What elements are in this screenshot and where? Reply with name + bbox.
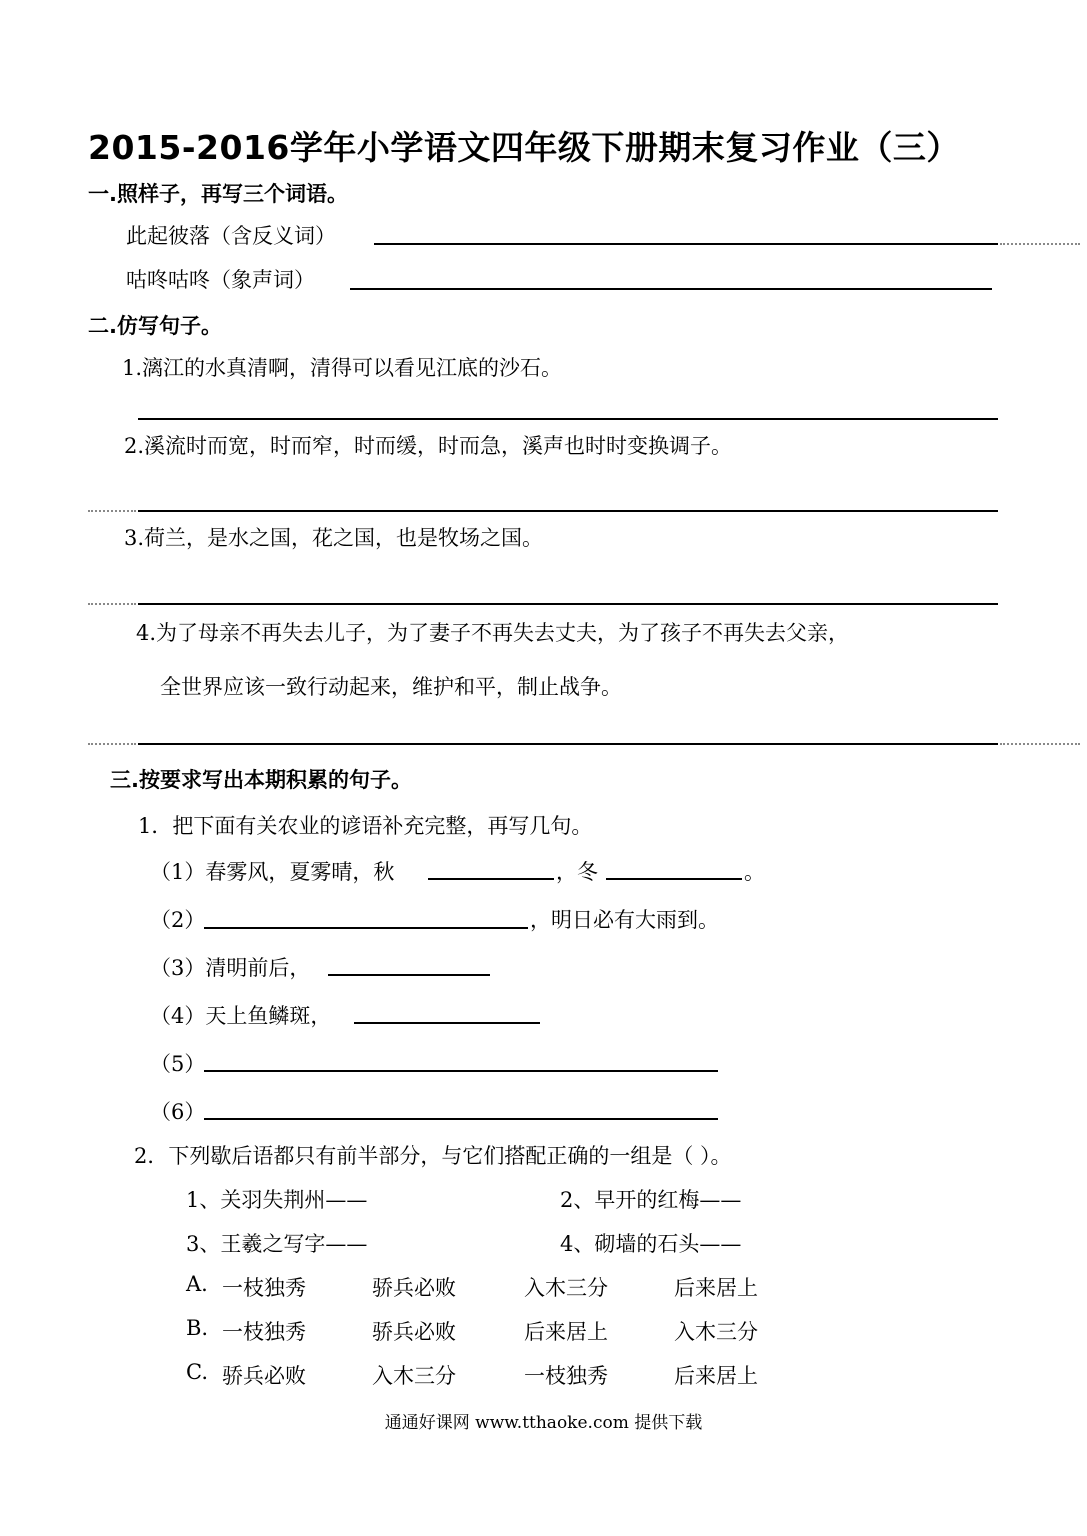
proverb-1-mid: ，冬 — [556, 860, 598, 884]
xiehouyu-3: 3、王羲之写字—— — [186, 1232, 368, 1256]
question-2: 2．下列歇后语都只有前半部分，与它们搭配正确的一组是（ ）。 — [134, 1144, 732, 1168]
answer-line-word-1[interactable] — [374, 243, 998, 245]
dotted-margin — [1000, 243, 1080, 245]
proverb-3: （3）清明前后， — [150, 956, 311, 980]
option-a-label[interactable]: A. — [186, 1272, 208, 1296]
question-1: 1．把下面有关农业的谚语补充完整，再写几句。 — [138, 814, 593, 838]
option-a-choice-3: 入木三分 — [524, 1276, 608, 1300]
option-b-choice-3: 后来居上 — [524, 1320, 608, 1344]
section1-heading: 一.照样子，再写三个词语。 — [88, 182, 348, 206]
footer-credit: 通通好课网 www.tthaoke.com 提供下载 — [384, 1413, 703, 1433]
sentence-2: 2.溪流时而宽，时而窄，时而缓，时而急，溪声也时时变换调子。 — [124, 434, 733, 458]
option-c-choice-1: 骄兵必败 — [222, 1364, 306, 1388]
sentence-4-line-1: 4.为了母亲不再失去儿子，为了妻子不再失去丈夫，为了孩子不再失去父亲， — [136, 621, 850, 645]
dotted-margin — [88, 510, 136, 512]
xiehouyu-1: 1、关羽失荆州—— — [186, 1188, 368, 1212]
answer-line-sentence-3[interactable] — [138, 603, 998, 605]
proverb-2-number: （2） — [150, 908, 206, 932]
answer-line-proverb-2[interactable] — [204, 927, 528, 929]
proverb-1-end: 。 — [744, 860, 765, 884]
option-c-label[interactable]: C. — [186, 1360, 208, 1384]
answer-line-sentence-1[interactable] — [138, 418, 998, 420]
sentence-4-line-2: 全世界应该一致行动起来，维护和平，制止战争。 — [160, 675, 622, 699]
sentence-3: 3.荷兰，是水之国，花之国，也是牧场之国。 — [124, 526, 544, 550]
option-b-label[interactable]: B. — [186, 1316, 209, 1340]
answer-line-proverb-1a[interactable] — [428, 878, 554, 880]
option-b-choice-4: 入木三分 — [674, 1320, 758, 1344]
answer-line-proverb-6[interactable] — [204, 1118, 718, 1120]
xiehouyu-2: 2、早开的红梅—— — [560, 1188, 742, 1212]
dotted-margin — [1000, 743, 1080, 745]
proverb-4: （4）天上鱼鳞斑， — [150, 1004, 332, 1028]
answer-line-proverb-5[interactable] — [204, 1070, 718, 1072]
answer-line-sentence-4[interactable] — [138, 743, 998, 745]
option-b-choice-2: 骄兵必败 — [372, 1320, 456, 1344]
option-a-choice-1: 一枝独秀 — [222, 1276, 306, 1300]
proverb-6-number: （6） — [150, 1100, 206, 1124]
option-c-choice-4: 后来居上 — [674, 1364, 758, 1388]
dotted-margin — [88, 743, 136, 745]
word-prompt-2: 咕咚咕咚（象声词） — [126, 268, 315, 292]
option-c-choice-2: 入木三分 — [372, 1364, 456, 1388]
answer-line-proverb-3[interactable] — [328, 974, 490, 976]
section2-heading: 二.仿写句子。 — [88, 314, 222, 338]
answer-line-sentence-2[interactable] — [138, 510, 998, 512]
option-b-choice-1: 一枝独秀 — [222, 1320, 306, 1344]
proverb-5-number: （5） — [150, 1052, 206, 1076]
answer-line-word-2[interactable] — [350, 288, 992, 290]
proverb-2-end: ，明日必有大雨到。 — [530, 908, 719, 932]
proverb-1-start: （1）春雾风，夏雾晴，秋 — [150, 860, 395, 884]
sentence-1: 1.漓江的水真清啊，清得可以看见江底的沙石。 — [122, 356, 563, 380]
section3-heading: 三.按要求写出本期积累的句子。 — [110, 768, 412, 792]
answer-line-proverb-1b[interactable] — [606, 878, 742, 880]
word-prompt-1: 此起彼落（含反义词） — [126, 224, 336, 248]
xiehouyu-4: 4、砌墙的石头—— — [560, 1232, 742, 1256]
page-title: 2015-2016学年小学语文四年级下册期末复习作业（三） — [88, 128, 960, 167]
option-a-choice-2: 骄兵必败 — [372, 1276, 456, 1300]
dotted-margin — [88, 603, 136, 605]
option-c-choice-3: 一枝独秀 — [524, 1364, 608, 1388]
answer-line-proverb-4[interactable] — [354, 1022, 540, 1024]
option-a-choice-4: 后来居上 — [674, 1276, 758, 1300]
